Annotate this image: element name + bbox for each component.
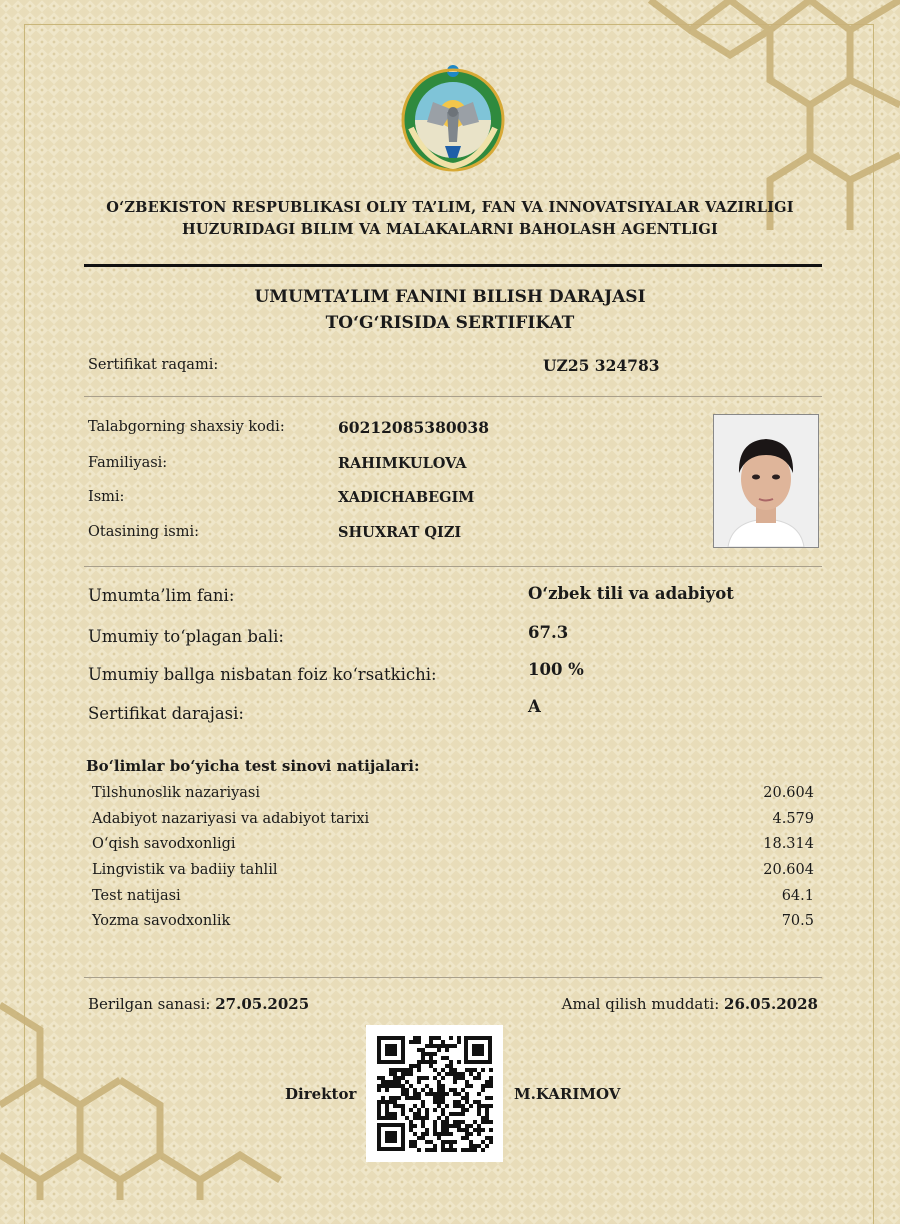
- percent-value: 100 %: [528, 660, 584, 679]
- section-row: [92, 785, 814, 811]
- name-value: XADICHABEGIM: [338, 489, 475, 506]
- issued-label: Berilgan sanasi:: [88, 995, 211, 1013]
- total-score-value: 67.3: [528, 623, 569, 642]
- section-score: 20.604: [763, 862, 814, 878]
- section-row: [92, 888, 814, 914]
- level-label: Sertifikat darajasi:: [88, 704, 244, 723]
- certificate-title-line-1: UMUMTA’LIM FANINI BILISH DARAJASI: [254, 287, 646, 307]
- portrait-photo: [713, 414, 819, 548]
- section-name: Test natijasi: [92, 888, 181, 904]
- divider-3: [84, 977, 822, 978]
- certificate-number-label: Sertifikat raqami:: [88, 357, 219, 373]
- section-name: O‘qish savodxonligi: [92, 836, 236, 852]
- section-row: [92, 862, 814, 888]
- section-name: Lingvistik va badiiy tahlil: [92, 862, 278, 878]
- section-name: Adabiyot nazariyasi va adabiyot tarixi: [92, 811, 370, 827]
- certificate-title-line-2: TO‘G‘RISIDA SERTIFIKAT: [325, 313, 575, 333]
- patronymic-value: SHUXRAT QIZI: [338, 524, 462, 541]
- director-name: M.KARIMOV: [514, 1085, 621, 1103]
- surname-value: RAHIMKULOVA: [338, 455, 467, 472]
- section-row: [92, 913, 814, 939]
- section-score: 20.604: [763, 785, 814, 801]
- patronymic-label: Otasining ismi:: [88, 524, 199, 540]
- section-name: Yozma savodxonlik: [92, 913, 231, 929]
- certificate-number-value: UZ25 324783: [543, 356, 660, 375]
- total-score-label: Umumiy to‘plagan bali:: [88, 627, 284, 646]
- pin-value: 60212085380038: [338, 418, 489, 437]
- section-score: 18.314: [763, 836, 814, 852]
- percent-label: Umumiy ballga nisbatan foiz ko‘rsatkichi:: [88, 665, 437, 684]
- section-row: [92, 836, 814, 862]
- name-label: Ismi:: [88, 489, 125, 505]
- issued-date: [88, 995, 309, 1013]
- subject-label: Umumta’lim fani:: [88, 586, 235, 605]
- section-score: 64.1: [781, 888, 814, 904]
- section-row: [92, 811, 814, 837]
- director-label: Direktor: [285, 1085, 357, 1103]
- valid-value: 26.05.2028: [724, 995, 818, 1013]
- qr-code-icon[interactable]: [366, 1025, 503, 1162]
- section-score: 4.579: [772, 811, 814, 827]
- sections-title: Bo‘limlar bo‘yicha test sinovi natijalari:: [86, 757, 420, 775]
- section-name: Tilshunoslik nazariyasi: [92, 785, 260, 801]
- surname-label: Familiyasi:: [88, 455, 168, 471]
- ornament-bottom-left: [0, 985, 300, 1200]
- state-emblem-icon: [397, 62, 509, 174]
- section-score: 70.5: [781, 913, 814, 929]
- header-divider: [84, 264, 822, 267]
- divider-1: [84, 396, 822, 397]
- divider-2: [84, 566, 822, 567]
- valid-until: [562, 995, 818, 1013]
- org-line-2: HUZURIDAGI BILIM VA MALAKALARNI BAHOLASH AGENTLIGI: [182, 221, 718, 238]
- subject-value: O‘zbek tili va adabiyot: [528, 584, 734, 603]
- pin-label: Talabgorning shaxsiy kodi:: [88, 419, 285, 435]
- org-line-1: O‘ZBEKISTON RESPUBLIKASI OLIY TA’LIM, FAN VA INNOVATSIYALAR VAZIRLIGI: [106, 199, 794, 216]
- valid-label: Amal qilish muddati:: [561, 995, 720, 1013]
- level-value: A: [528, 697, 541, 716]
- issued-value: 27.05.2025: [215, 995, 310, 1013]
